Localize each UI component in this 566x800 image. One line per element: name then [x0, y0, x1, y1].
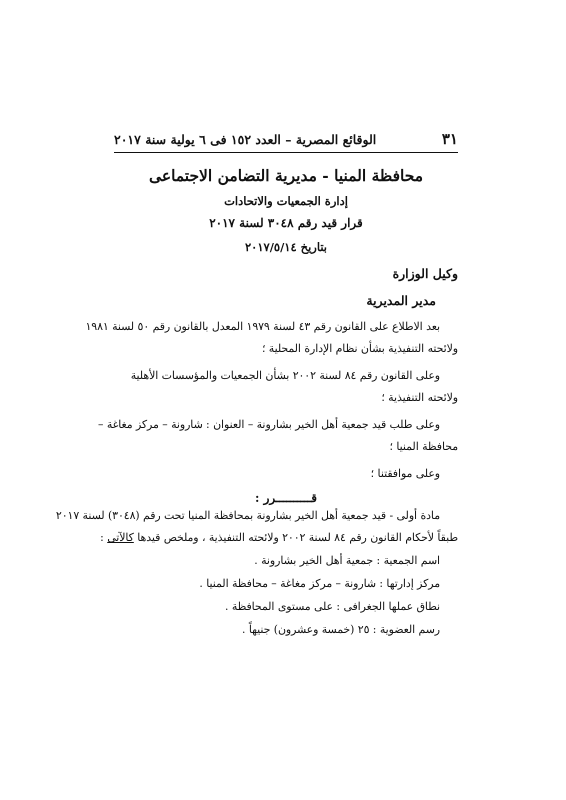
- preamble-line: وعلى طلب قيد جمعية أهل الخير بشارونة – العنوان : شارونة – مركز مغاغة –: [97, 418, 440, 431]
- article-line: مادة أولى - قيد جمعية أهل الخير بشارونة بمحافظة المنيا تحت رقم (٣٠٤٨) لسنة ٢٠١٧: [55, 509, 440, 522]
- underlined-word: كالآتى: [107, 531, 134, 544]
- summary-item: اسم الجمعية : جمعية أهل الخير بشارونة .: [254, 554, 440, 567]
- decision-heading: قــــــــــرر :: [255, 491, 317, 505]
- preamble-line: وعلى موافقتنا ؛: [370, 467, 440, 480]
- department-name: إدارة الجمعيات والاتحادات: [224, 194, 348, 208]
- preamble-paragraph-1: [85, 316, 458, 360]
- preamble-line: ولائحته التنفيذية بشأن نظام الإدارة المحلية ؛: [261, 342, 458, 355]
- running-head: الوقائع المصرية – العدد ١٥٢ فى ٦ يولية سنة ٢٠١٧: [114, 132, 377, 147]
- article-text: طبقاً لأحكام القانون رقم ٨٤ لسنة ٢٠٠٢ ولائحته التنفيذية ، وملخص قيدها: [137, 531, 458, 544]
- article-text-end: :: [100, 531, 108, 544]
- page-header: [114, 124, 458, 153]
- document-title: محافظة المنيا - مديرية التضامن الاجتماعى: [148, 166, 424, 185]
- signatory-title: وكيل الوزارة: [392, 266, 458, 281]
- preamble-line: وعلى القانون رقم ٨٤ لسنة ٢٠٠٢ بشأن الجمعيات والمؤسسات الأهلية: [130, 369, 440, 382]
- preamble-line: ولائحته التنفيذية ؛: [381, 391, 458, 404]
- article-one: [55, 505, 458, 549]
- signatory-role: مدير المديرية: [366, 293, 436, 308]
- decision-date: بتاريخ ٢٠١٧/٥/١٤: [245, 240, 327, 254]
- summary-item: مركز إدارتها : شارونة – مركز مغاغة – محافظة المنيا .: [199, 577, 440, 590]
- preamble-paragraph-4: [114, 463, 458, 485]
- decision-number: قرار قيد رقم ٣٠٤٨ لسنة ٢٠١٧: [209, 216, 363, 230]
- preamble-line: بعد الاطلاع على القانون رقم ٤٣ لسنة ١٩٧٩ المعدل بالقانون رقم ٥٠ لسنة ١٩٨١: [85, 320, 440, 333]
- gazette-page: [55, 124, 458, 641]
- article-line: [100, 527, 458, 549]
- summary-item: رسم العضوية : ٢٥ (خمسة وعشرون) جنيهاً .: [241, 623, 440, 636]
- preamble-paragraph-2: [114, 365, 458, 409]
- preamble-paragraph-3: [97, 414, 458, 458]
- summary-item: نطاق عملها الجغرافى : على مستوى المحافظة .: [224, 600, 440, 613]
- preamble-line: محافظة المنيا ؛: [389, 440, 458, 453]
- page-number: ٣١: [441, 130, 458, 148]
